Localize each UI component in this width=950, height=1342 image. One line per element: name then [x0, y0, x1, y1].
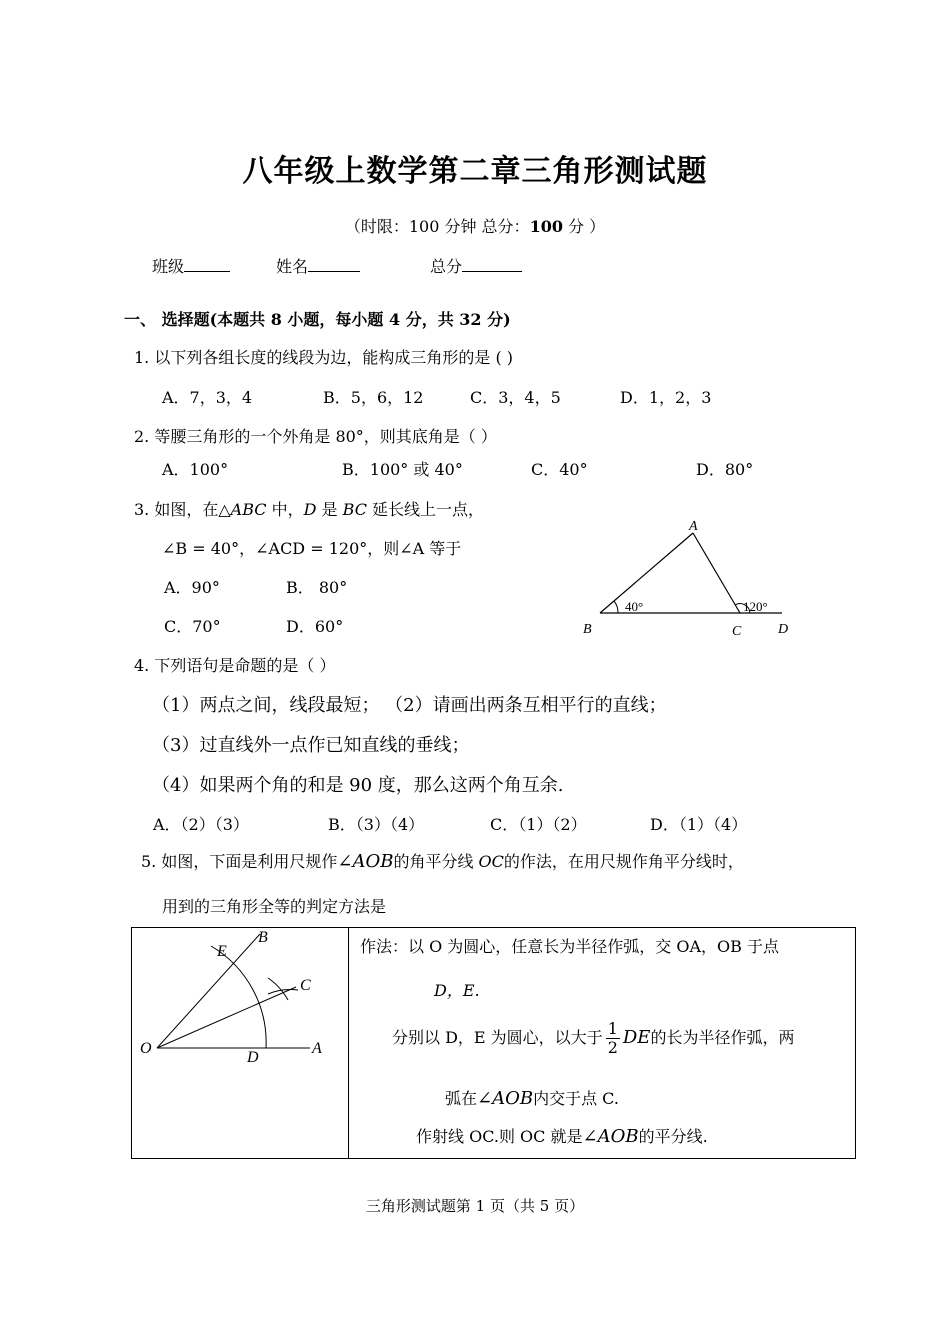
- q3-option-a: A．90°: [164, 578, 220, 597]
- q1-option-c: C．3，4，5: [470, 388, 561, 407]
- label-c: C: [732, 624, 742, 639]
- method-text: 分别以 D，E 为圆心，以大于: [392, 1028, 603, 1047]
- arc-de: [211, 946, 266, 1048]
- label-c: C: [300, 977, 311, 994]
- label-d: D: [247, 1049, 259, 1066]
- class-label: 班级: [152, 257, 185, 276]
- segment-de: DE: [622, 1027, 651, 1048]
- q3-option-b: B． 80°: [286, 578, 348, 597]
- label-a: A: [689, 519, 698, 534]
- q1-option-a: A．7，3，4: [162, 388, 253, 407]
- total-score: 100: [529, 217, 563, 236]
- method-text: 的平分线.: [638, 1127, 708, 1146]
- total-label: 总分: [430, 257, 463, 276]
- total-field: [430, 254, 522, 277]
- page-title: 八年级上数学第二章三角形测试题: [242, 154, 708, 189]
- q3-stem-part: 中，: [266, 500, 304, 519]
- question-5-stem: [141, 849, 744, 872]
- q3-point-d: D: [303, 500, 317, 519]
- method-line-3: [392, 1020, 794, 1057]
- q5-stem-part: 的作法，在用尺规作角平分线时，: [503, 852, 744, 871]
- side-ab: [600, 533, 693, 613]
- method-text: 弧在: [445, 1089, 478, 1108]
- label-d: D: [778, 622, 789, 637]
- method-line-1: 作法：以 O 为圆心，任意长为半径作弧，交 OA，OB 于点: [360, 937, 780, 956]
- q1-option-d: D．1，2，3: [620, 388, 712, 407]
- construction-box: [131, 927, 856, 1159]
- box-divider: [348, 928, 349, 1158]
- q5-stem-line-2: 用到的三角形全等的判定方法是: [162, 897, 387, 916]
- fraction-one-half: [606, 1020, 620, 1057]
- angle-c-label: 120°: [743, 599, 768, 614]
- angle-b-label: 40°: [625, 599, 644, 614]
- exam-info: [0, 214, 950, 237]
- question-3-stem: [134, 497, 484, 520]
- q2-option-d: D．80°: [696, 460, 754, 479]
- q3-stem-part: 3. 如图，在△: [134, 500, 231, 519]
- q4-option-d: D．（1）（4）: [650, 815, 748, 834]
- q1-option-b: B．5，6，12: [323, 388, 424, 407]
- q4-option-b: B．（3）（4）: [328, 815, 425, 834]
- label-b: B: [258, 929, 268, 946]
- name-field: [276, 254, 360, 277]
- label-b: B: [583, 622, 592, 637]
- class-field: [152, 254, 230, 277]
- bisector-figure: [132, 928, 348, 1158]
- angle-aob: ∠AOB: [582, 1126, 639, 1147]
- method-line-4: [445, 1086, 619, 1109]
- method-text: 的长为半径作弧，两: [650, 1028, 795, 1047]
- question-2-stem: 2. 等腰三角形的一个外角是 80°，则其底角是（ ）: [134, 427, 497, 446]
- label-a: A: [312, 1040, 322, 1057]
- q3-triangle-name: ABC: [230, 500, 267, 519]
- q5-ray-oc: OC: [478, 852, 504, 871]
- label-o: O: [140, 1040, 152, 1057]
- q3-option-d: D．60°: [286, 617, 344, 636]
- q3-condition: ∠B = 40°，∠ACD = 120°，则∠A 等于: [162, 539, 462, 558]
- exam-info-prefix: （时限：100 分钟 总分：: [344, 217, 530, 236]
- section-heading: 一、 选择题(本题共 8 小题，每小题 4 分，共 32 分): [124, 310, 511, 329]
- q4-statement-1-2: （1）两点之间，线段最短； （2）请画出两条互相平行的直线；: [152, 695, 667, 716]
- q2-option-b: B．100° 或 40°: [342, 460, 463, 479]
- q2-option-c: C．40°: [531, 460, 588, 479]
- label-e: E: [217, 943, 227, 960]
- q2-option-a: A．100°: [162, 460, 229, 479]
- angle-aob: ∠AOB: [477, 1088, 534, 1109]
- name-label: 姓名: [276, 257, 309, 276]
- q3-option-c: C．70°: [164, 617, 221, 636]
- name-blank: [308, 257, 360, 272]
- q4-option-a: A．（2）（3）: [153, 815, 249, 834]
- q4-statement-3: （3）过直线外一点作已知直线的垂线；: [152, 735, 470, 756]
- fraction-numerator: 1: [607, 1019, 618, 1038]
- method-line-5: [416, 1124, 708, 1147]
- question-4-stem: 4. 下列语句是命题的是（ ）: [134, 656, 336, 675]
- q3-stem-part: 是: [316, 500, 343, 519]
- method-text: 作射线 OC.则 OC 就是: [416, 1127, 583, 1146]
- side-ac: [693, 533, 740, 613]
- q4-option-c: C．（1）（2）: [490, 815, 587, 834]
- q5-stem-part: 的角平分线: [393, 852, 479, 871]
- question-1-stem: 1. 以下列各组长度的线段为边，能构成三角形的是 ( ): [134, 348, 514, 367]
- method-text: 内交于点 C.: [533, 1089, 619, 1108]
- page-footer: 三角形测试题第 1 页（共 5 页）: [365, 1197, 585, 1215]
- ray-ob: [157, 934, 260, 1048]
- q5-angle-aob: ∠AOB: [337, 851, 394, 872]
- method-line-2: D，E.: [434, 981, 480, 1000]
- triangle-figure: [575, 515, 805, 645]
- total-blank: [462, 257, 522, 272]
- angle-b-arc: [614, 601, 618, 613]
- q5-stem-part: 5. 如图，下面是利用尺规作: [141, 852, 338, 871]
- q3-stem-part: 延长线上一点，: [366, 500, 485, 519]
- arc-c-1: [268, 978, 288, 1000]
- q4-statement-4: （4）如果两个角的和是 90 度，那么这两个角互余.: [152, 775, 564, 796]
- ray-oc: [157, 987, 296, 1048]
- q3-segment-bc: BC: [342, 500, 367, 519]
- fraction-denominator: 2: [607, 1038, 618, 1057]
- class-blank: [184, 257, 230, 272]
- exam-info-suffix: 分 ）: [562, 217, 606, 236]
